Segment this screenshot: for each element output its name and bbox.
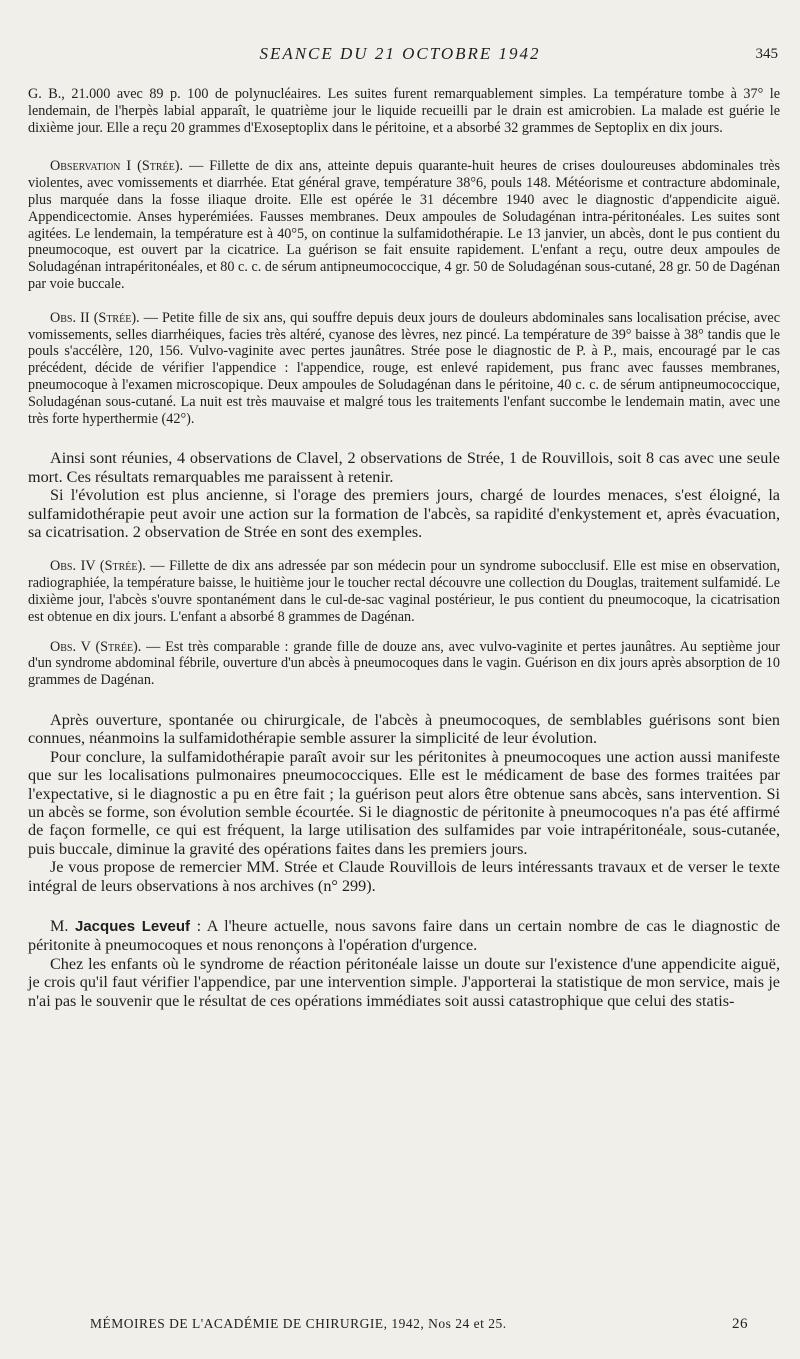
- observation-5-label: Obs. V (Strée).: [50, 638, 142, 655]
- article-body: [28, 86, 780, 1010]
- observation-2-label: Obs. II (Strée).: [50, 309, 140, 326]
- observation-1-label: Observation I (Strée).: [50, 158, 184, 175]
- observation-4-label: Obs. IV (Strée).: [50, 558, 146, 575]
- observation-1-text: — Fillette de dix ans, atteinte depuis quarante-huit heures de crises douloureuses abdominales très violentes, avec vomissements et diarrhée. Etat général grave, température 38°6, pouls 148. Météorisme et contracture abdominale, plus marquée dans la fosse iliaque droite. Elle est opérée le 31 décembre 1940 avec le diagnostic d'appendicite aiguë. Appendicectomie. Anses hyperémiées. Fausses membranes. Deux ampoules de Soludagénan intra-péritonéales. Les suites sont agitées. Le lendemain, la température est à 40°5, on continue la sulfamidothérapie. Le 13 janvier, un abcès, dont le pus contient du pneumocoque, est ouvert par la cicatrice. La guérison se fait ensuite rapidement. L'enfant a reçu, outre deux ampoules de Soludagénan intrapéritonéales, et 80 c. c. de sérum antipneumococcique, 4 gr. 50 de Soludagénan sous-cutané, 28 gr. 50 de Dagénan par voie buccale.: [28, 158, 780, 292]
- observation-2: [28, 310, 780, 428]
- speaker-name: Jacques Leveuf: [75, 918, 191, 936]
- speaker-text: : A l'heure actuelle, nous savons faire dans un certain nombre de cas le diagnostic de péritonite à pneumocoques et nous renonçons à l'opération d'urgence.: [28, 917, 780, 955]
- paragraph-summary: Ainsi sont réunies, 4 observations de Clavel, 2 observations de Strée, 1 de Rouvillois, soit 8 cas avec une seule mort. Ces résultats remarquables me paraissent à retenir.: [28, 449, 780, 486]
- running-header: [0, 44, 800, 70]
- observation-1: [28, 158, 780, 292]
- paragraph-case-continuation: G. B., 21.000 avec 89 p. 100 de polynucléaires. Les suites furent remarquablement simples. La température tombe à 37° le lendemain, de l'herpès labial apparaît, le quatrième jour le liquide recueilli par le drain est amicrobien. La malade est guérie le dixième jour. Elle a reçu 20 grammes d'Exoseptoplix dans le péritoine, et a absorbé 32 grammes de Septoplix en dix jours.: [28, 86, 780, 136]
- observation-4: [28, 558, 780, 625]
- observation-5-text: — Est très comparable : grande fille de douze ans, avec vulvo-vaginite et pertes jaunâtres. Au septième jour d'un syndrome abdominal fébrile, ouverture d'un abcès à pneumocoques dans le vagin. Guérison en dix jours après absorption de 10 grammes de Dagénan.: [28, 638, 780, 689]
- observation-4-text: — Fillette de dix ans adressée par son médecin pour un syndrome subocclusif. Elle est mise en observation, radiographiée, la température baisse, le huitième jour le toucher rectal découvre une collection du Douglas, traitement sulfamidé. Le dixième jour, l'abcès s'ouvre spontanément dans le cul-de-sac vaginal postérieur, le pus contient du pneumocoque, la cicatrisation est obtenue en dix jours. L'enfant a absorbé 8 grammes de Dagénan.: [28, 558, 781, 625]
- paragraph-conclusion: Pour conclure, la sulfamidothérapie paraît avoir sur les péritonites à pneumocoques une action aussi manifeste que sur les localisations pulmonaires pneumococciques. Elle est le médicament de base des formes traitées par l'expectative, si le diagnostic a pu en être fait ; la guérison peut alors être obtenue sans abcès, sans intervention. Si un abcès se forme, son évolution semble écourtée. Si le diagnostic de péritonite à pneumocoques n'a pas été affirmé de façon formelle, ce qui est fréquent, la large utilisation des sulfamides par voie intrapéritonéale, sous-cutanée, puis buccale, diminue la gravité des opérations faites dans les premiers jours.: [28, 747, 780, 858]
- page-footer: [90, 1316, 748, 1332]
- speaker-prefix: M.: [50, 917, 75, 936]
- observation-2-text: — Petite fille de six ans, qui souffre depuis deux jours de douleurs abdominales sans localisation précise, avec vomissements, selles diarrhéiques, facies très altéré, cyanose des lèvres, nez pincé. La température de 39° baisse à 38° tandis que le pouls s'accélère, 120, 156. Vulvo-vaginite avec pertes jaunâtres. Strée pose le diagnostic de P. à P., mais, encouragé par le cas précédent, décide de vérifier l'appendice : l'appendice, rouge, est enlevé rapidement, pus franc avec fausses membranes, pneumocoque à l'examen microscopique. Deux ampoules de Soludagénan dans le péritoine, 40 c. c. de sérum antipneumococcique, Soludagénan sous-cutané. La nuit est très mauvaise et malgré tous les traitements l'enfant succombe le lendemain matin, avec une très forte hyperthermie (42°).: [28, 309, 780, 427]
- paragraph-after-opening: Après ouverture, spontanée ou chirurgicale, de l'abcès à pneumocoques, de semblables guérisons sont bien connues, néanmoins la sulfamidothérapie semble assurer la simplicité de leur évolution.: [28, 710, 780, 748]
- paragraph-evolution: Si l'évolution est plus ancienne, si l'orage des premiers jours, chargé de lourdes menaces, s'est éloigné, la sulfamidothérapie peut avoir une action sur la formation de l'abcès, sa rapidité d'enkystement et, après évacuation, sa cicatrisation. 2 observation de Strée en sont des exemples.: [28, 486, 780, 541]
- paragraph-children: Chez les enfants où le syndrome de réaction péritonéale laisse un doute sur l'existence d'une appendicite aiguë, je crois qu'il faut vérifier l'appendice, par une intervention simple. J'apporterai la statistique de mon service, mais je n'ai pas le souvenir que le résultat de ces opérations immédiates soit aussi catastrophique que celui des statis-: [28, 954, 780, 1010]
- page-number: 345: [755, 46, 778, 62]
- footer-signature-number: 26: [732, 1316, 748, 1332]
- observation-5: [28, 639, 780, 689]
- paragraph-leveuf: [28, 917, 780, 955]
- paragraph-thanks: Je vous propose de remercier MM. Strée et Claude Rouvillois de leurs intéressants travaux et de verser le texte intégral de leurs observations à nos archives (n° 299).: [28, 858, 780, 895]
- header-title: SEANCE DU 21 OCTOBRE 1942: [259, 44, 541, 63]
- footer-journal: MÉMOIRES DE L'ACADÉMIE DE CHIRURGIE, 1942, Nos 24 et 25.: [90, 1316, 507, 1331]
